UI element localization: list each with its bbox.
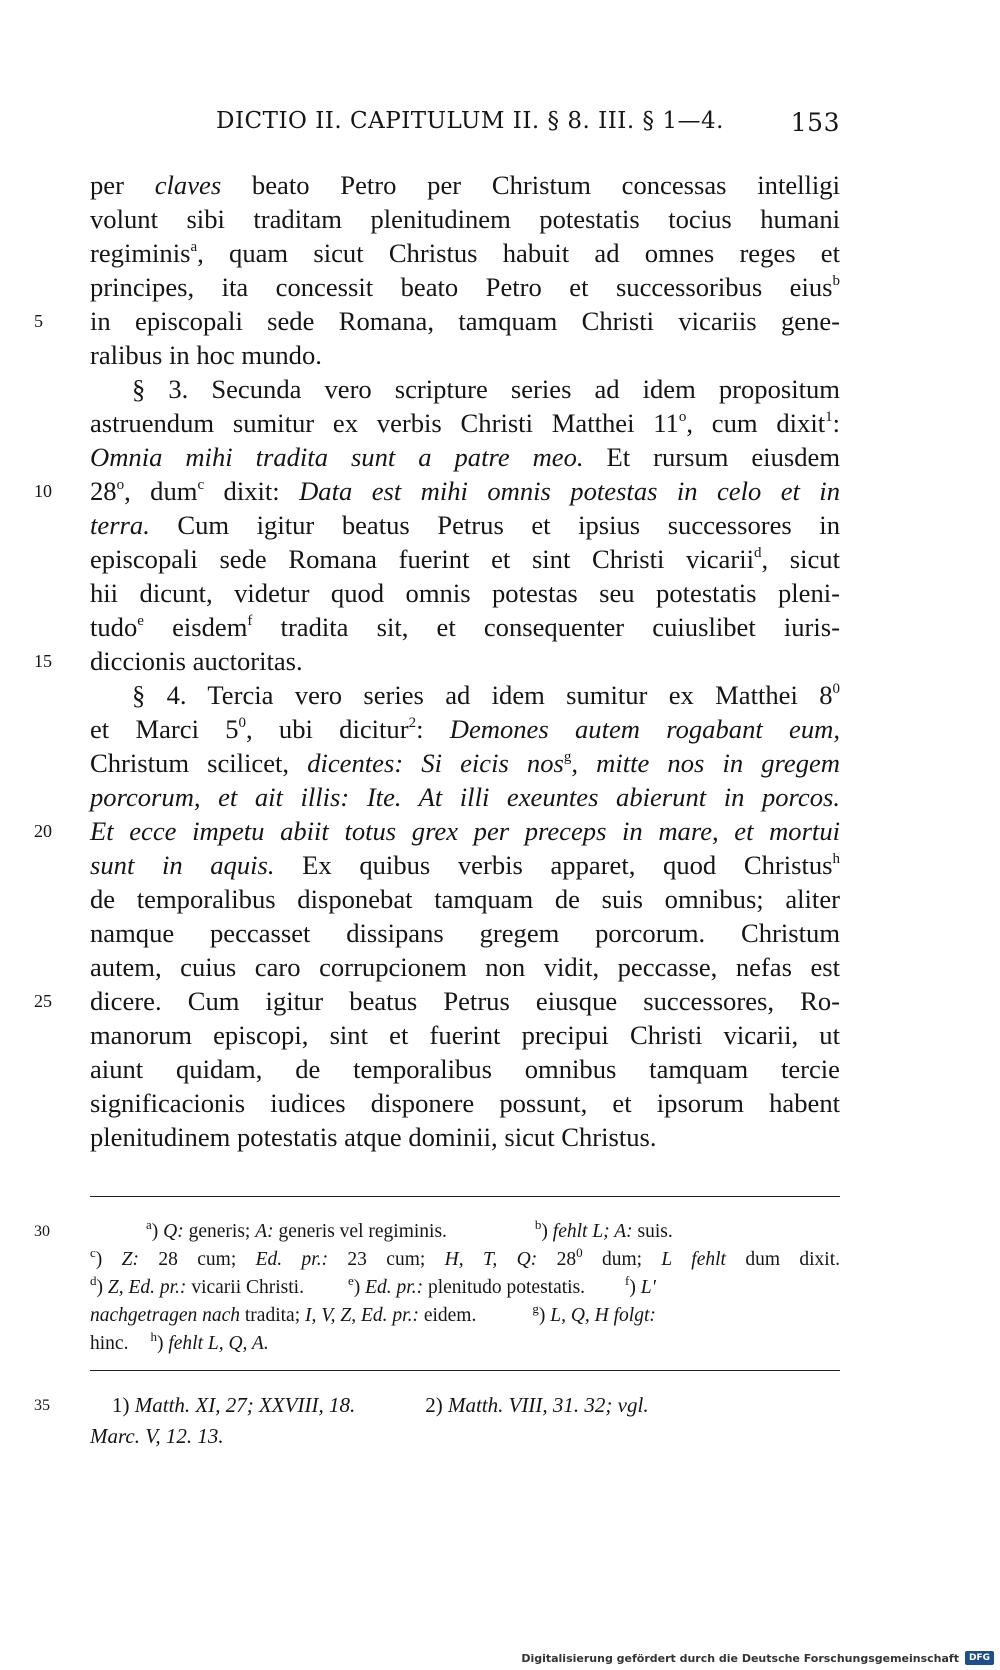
text-line: et Marci $5^0$, ubi dicitur$^2$: Demones autem rogabant eum, xyxy=(90,714,840,744)
credit-text: Digitalisierung gefördert durch die Deutsche Forschungsgemeinschaft xyxy=(521,1651,959,1665)
line-number: 20 xyxy=(34,821,52,841)
footnote-marker: h xyxy=(832,851,840,867)
text-line: Christum scilicet, dicentes: Si eicis nos$^g$, mitte nos in gregem xyxy=(90,748,840,778)
line-number: 30 xyxy=(34,1223,50,1240)
footnote-marker: f xyxy=(247,613,253,629)
text-line: 5 in episcopali sede Romana, tamquam Christi vicariis gene- xyxy=(34,306,840,336)
source-marker: 1 xyxy=(825,409,833,425)
text-line: 10 28$^o$, dum$^c$ dixit: Data est mihi omnis potestas in celo et in xyxy=(34,476,840,506)
note-line: hinc. $^h$) fehlt L, Q, A. xyxy=(90,1329,269,1354)
text-line: regiminis$^a$, quam sicut Christus habuit ad omnes reges et xyxy=(90,238,840,268)
text-line: 20 Et ecce impetu abiit totus grex per preceps in mare, et mortui xyxy=(34,816,840,846)
running-header xyxy=(216,108,840,148)
text-line: ralibus in hoc mundo. xyxy=(90,340,322,370)
text-line: Omnia mihi tradita sunt a patre meo. Et rursum eiusdem xyxy=(90,442,841,472)
text-line: principes, ita concessit beato Petro et successoribus eius$^b$ xyxy=(90,272,840,302)
source-line: Marc. V, 12. 13. xyxy=(90,1424,224,1448)
sources-divider xyxy=(90,1370,840,1371)
text-line: aiunt quidam, de temporalibus omnibus tamquam tercie xyxy=(90,1054,840,1084)
text-line: namque peccasset dissipans gregem porcorum. Christum xyxy=(90,918,840,948)
text-line: § 3. Secunda vero scripture series ad idem propositum xyxy=(132,374,840,404)
note-line: nachgetragen nach tradita; I, V, Z, Ed. pr.: eidem. $^g$) L, Q, H folgt: xyxy=(90,1301,656,1326)
text-line: de temporalibus disponebat tamquam de suis omnibus; aliter xyxy=(90,884,840,914)
note-line: 30 $^a$) Q: generis; A: generis vel regiminis. $^b$) fehlt L; A: suis. xyxy=(90,1218,840,1246)
footnote-marker: e xyxy=(137,613,144,629)
text-line: plenitudinem potestatis atque dominii, sicut Christus. xyxy=(90,1122,657,1152)
text-line: 25 dicere. Cum igitur beatus Petrus eiusque successores, Ro- xyxy=(34,986,840,1016)
note-line: $^c$) Z: 28 cum; Ed. pr.: 23 cum; H, T, Q: $28^0$ dum; L fehlt dum dixit. xyxy=(90,1245,840,1270)
dfg-logo: DFG xyxy=(965,1651,994,1665)
footnote-marker: a xyxy=(190,239,198,255)
text-line: sunt in aquis. Ex quibus verbis apparet, quod Christus$^h$ xyxy=(90,850,840,880)
text-line: manorum episcopi, sint et fuerint precipui Christi vicarii, ut xyxy=(90,1020,840,1050)
text-line: § 4. Tercia vero series ad idem sumitur ex Matthei $8^0$ xyxy=(132,680,840,710)
text-line: volunt sibi traditam plenitudinem potestatis tocius humani xyxy=(90,204,840,234)
text-line: terra. Cum igitur beatus Petrus et ipsius successores in xyxy=(90,510,840,540)
text-line: tudo$^e$ eisdem$^f$ tradita sit, et consequenter cuiuslibet iuris- xyxy=(90,612,840,642)
source-notes xyxy=(34,1390,840,1452)
running-title: DICTIO II. CAPITULUM II. § 8. III. § 1—4. xyxy=(216,108,724,134)
source-marker: 2 xyxy=(408,715,417,731)
text-line: per claves beato Petro per Christum concessas intelligi xyxy=(90,170,840,200)
text-line: autem, cuius caro corrupcionem non vidit, peccasse, nefas est xyxy=(90,952,840,982)
text-line: porcorum, et ait illis: Ite. At illi exeuntes abierunt in porcos. xyxy=(90,782,840,812)
footnote-marker: c xyxy=(197,477,205,493)
page-number: 153 xyxy=(790,108,840,137)
text-line: 15 diccionis auctoritas. xyxy=(34,646,303,676)
footnote-marker: d xyxy=(753,545,762,561)
main-text xyxy=(34,168,841,1154)
apparatus-divider xyxy=(90,1196,840,1197)
line-number: 15 xyxy=(34,651,52,671)
footnote-marker: b xyxy=(832,273,840,289)
digitization-credit xyxy=(521,1648,994,1668)
note-line: $^d$) Z, Ed. pr.: vicarii Christi. $^e$) Ed. pr.: plenitudo potestatis. $^f$) L' xyxy=(90,1273,656,1298)
source-line: 35 1) Matth. XI, 27; XXVIII, 18. 2) Matth. VIII, 31. 32; vgl. xyxy=(90,1390,840,1421)
line-number: 10 xyxy=(34,481,52,501)
text-line: episcopali sede Romana fuerint et sint Christi vicarii$^d$, sicut xyxy=(90,544,840,574)
line-number: 35 xyxy=(34,1397,50,1414)
critical-apparatus xyxy=(34,1217,840,1358)
line-number: 25 xyxy=(34,991,52,1011)
footnote-marker: g xyxy=(563,749,572,765)
line-number: 5 xyxy=(34,311,43,331)
text-line: significacionis iudices disponere possunt, et ipsorum habent xyxy=(90,1088,840,1118)
text-line: hii dicunt, videtur quod omnis potestas seu potestatis pleni- xyxy=(90,578,840,608)
text-line: astruendum sumitur ex verbis Christi Matthei 11$^o$, cum dixit$^1$: xyxy=(90,408,840,438)
